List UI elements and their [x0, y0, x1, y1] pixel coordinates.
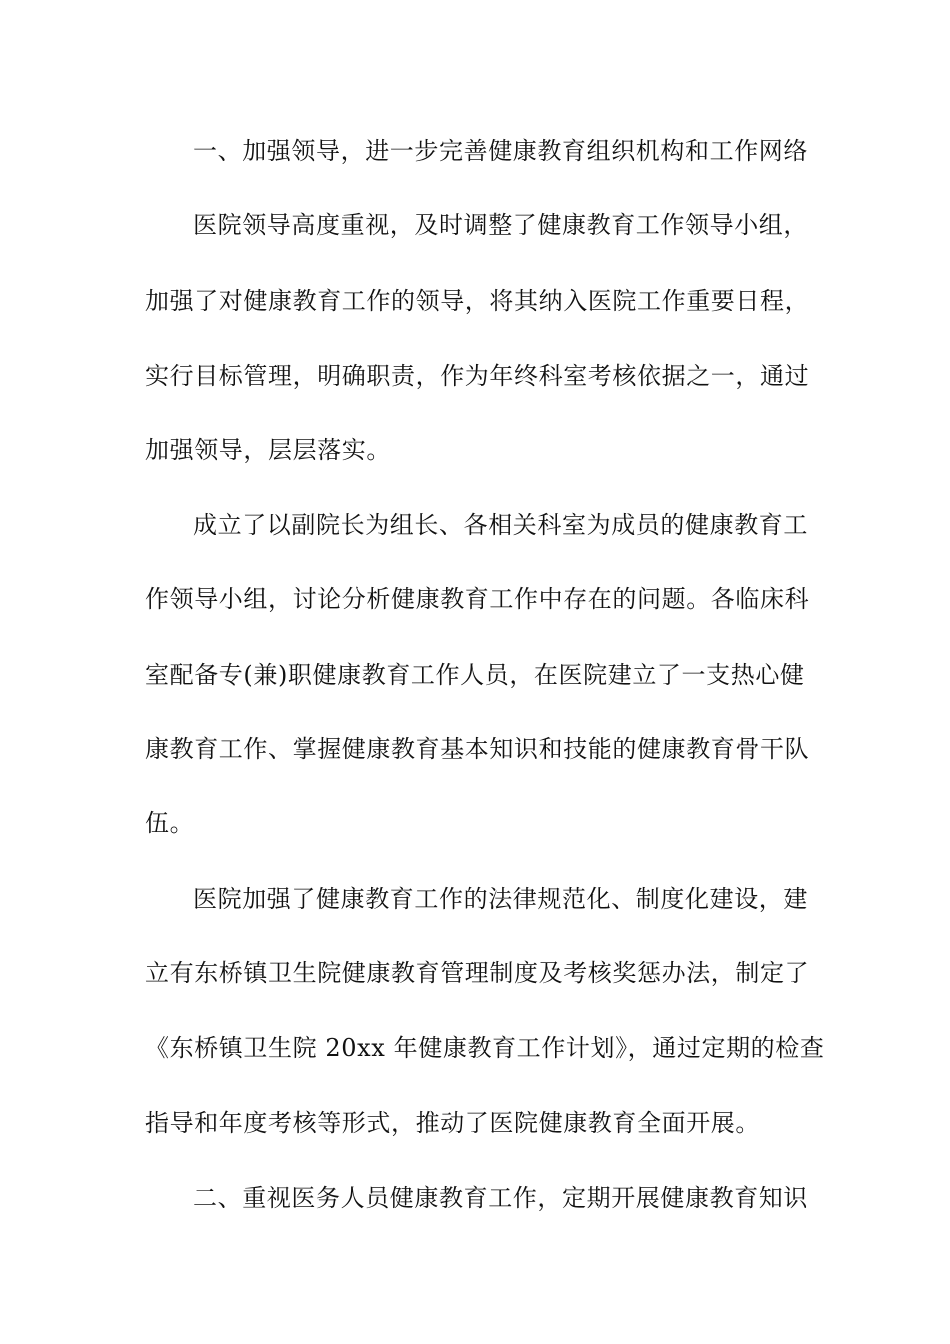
paragraph-line: 康教育工作、掌握健康教育基本知识和技能的健康教育骨干队: [145, 735, 810, 763]
paragraph-line: 作领导小组，讨论分析健康教育工作中存在的问题。各临床科: [145, 585, 810, 613]
paragraph-line: 加强了对健康教育工作的领导，将其纳入医院工作重要日程，: [145, 287, 810, 315]
paragraph-line: 立有东桥镇卫生院健康教育管理制度及考核奖惩办法，制定了: [145, 959, 810, 987]
paragraph-line: 成立了以副院长为组长、各相关科室为成员的健康教育工: [193, 511, 808, 539]
paragraph-line: 加强领导，层层落实。: [145, 436, 391, 464]
section-heading-2: 二、重视医务人员健康教育工作，定期开展健康教育知识: [193, 1184, 808, 1212]
paragraph-line: 医院加强了健康教育工作的法律规范化、制度化建设，建: [193, 885, 808, 913]
paragraph-line: 伍。: [145, 809, 195, 837]
paragraph-line: 实行目标管理，明确职责，作为年终科室考核依据之一，通过: [145, 362, 810, 390]
paragraph-line: 《东桥镇卫生院 20xx 年健康教育工作计划》，通过定期的检查: [145, 1034, 825, 1062]
paragraph-line: 指导和年度考核等形式，推动了医院健康教育全面开展。: [145, 1109, 760, 1137]
section-heading-1: 一、加强领导，进一步完善健康教育组织机构和工作网络: [193, 137, 808, 165]
paragraph-line: 医院领导高度重视，及时调整了健康教育工作领导小组，: [193, 211, 808, 239]
paragraph-line: 室配备专(兼)职健康教育工作人员，在医院建立了一支热心健: [145, 661, 805, 689]
